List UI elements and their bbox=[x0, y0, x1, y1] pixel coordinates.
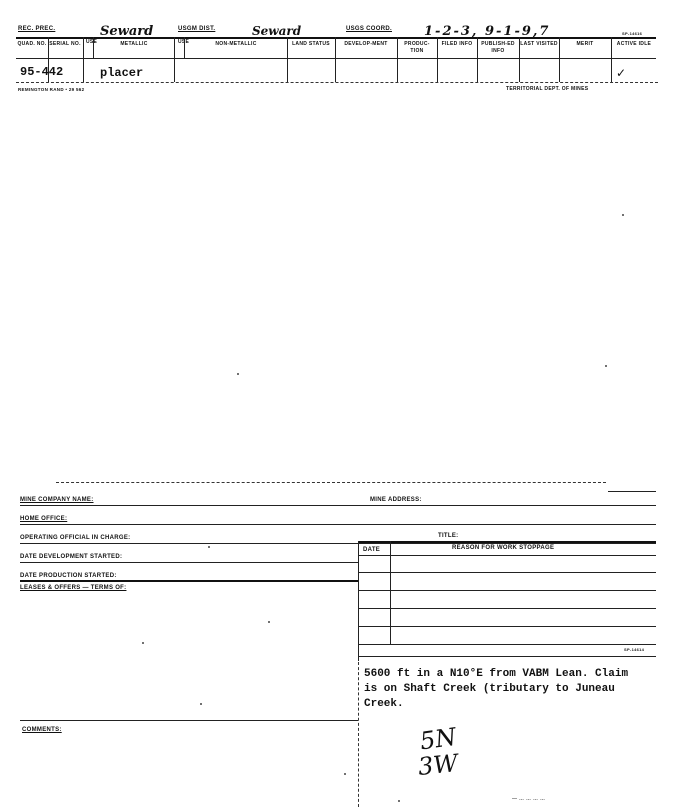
col-production: PRODUC-TION bbox=[404, 41, 430, 54]
date-development-line bbox=[20, 562, 358, 563]
record-row-rule bbox=[16, 82, 658, 83]
col-quad-no: QUAD. NO. bbox=[17, 41, 47, 47]
col-metallic: METALLIC bbox=[120, 41, 148, 47]
date-development-label: DATE DEVELOPMENT STARTED: bbox=[20, 554, 123, 560]
col-land-status: LAND STATUS bbox=[292, 41, 330, 47]
date-production-line bbox=[20, 580, 358, 582]
remarks-line-3: Creek. bbox=[364, 698, 404, 710]
scan-speck bbox=[237, 373, 239, 375]
col-divider bbox=[174, 37, 175, 82]
col-filed-info: FILED INFO bbox=[441, 41, 473, 47]
col-divider bbox=[559, 37, 560, 82]
scan-speck bbox=[268, 621, 270, 623]
col-published-info: PUBLISH-ED INFO bbox=[481, 41, 515, 54]
stoppage-row-rule bbox=[358, 572, 656, 573]
department-imprint: TERRITORIAL DEPT. OF MINES bbox=[506, 86, 589, 92]
stoppage-row-rule bbox=[358, 590, 656, 591]
stoppage-row-rule bbox=[358, 644, 656, 645]
handwritten-township: 5N bbox=[418, 722, 459, 756]
bottom-faint-note: — … … … … bbox=[512, 796, 546, 802]
rec-prec-label: REC. PREC. bbox=[18, 26, 56, 32]
scan-speck bbox=[142, 642, 144, 644]
mine-company-name-line bbox=[20, 505, 656, 506]
title-label: TITLE: bbox=[438, 533, 459, 539]
scan-speck bbox=[344, 773, 346, 775]
scan-speck bbox=[200, 703, 202, 705]
handwritten-range: 3W bbox=[416, 748, 460, 782]
lower-form bbox=[0, 470, 678, 809]
col-serial-no: SERIAL NO. bbox=[49, 41, 81, 47]
col-use-2: USE bbox=[178, 39, 190, 45]
form-number: SP-14616 bbox=[622, 31, 643, 36]
quad-serial-value: 95-442 bbox=[20, 65, 64, 79]
comments-label: COMMENTS: bbox=[22, 727, 62, 733]
stoppage-col-divider bbox=[390, 541, 391, 644]
stoppage-table-bottom bbox=[358, 656, 656, 657]
column-header-rule bbox=[16, 58, 656, 59]
mine-address-label: MINE ADDRESS: bbox=[370, 497, 422, 503]
stoppage-row-rule bbox=[358, 626, 656, 627]
col-active-idle: ACTIVE IDLE bbox=[616, 41, 652, 47]
scan-speck bbox=[398, 800, 400, 802]
card-header bbox=[0, 0, 678, 100]
handwritten-location bbox=[414, 722, 494, 795]
usgs-coord-label: USGS COORD. bbox=[346, 26, 392, 32]
stoppage-reason-header: REASON FOR WORK STOPPAGE bbox=[452, 545, 555, 551]
stoppage-left-edge bbox=[358, 541, 359, 661]
col-divider bbox=[83, 37, 84, 82]
home-office-label: HOME OFFICE: bbox=[20, 516, 68, 522]
stoppage-date-header: DATE bbox=[363, 547, 381, 553]
col-development: DEVELOP-MENT bbox=[344, 41, 388, 47]
metallic-value: placer bbox=[100, 66, 144, 80]
comments-top-line bbox=[20, 720, 358, 721]
col-last-visited: LAST VISITED bbox=[520, 41, 558, 47]
stoppage-header-rule bbox=[358, 555, 656, 556]
rec-prec-value: Seward bbox=[100, 24, 154, 39]
date-production-label: DATE PRODUCTION STARTED: bbox=[20, 573, 117, 579]
col-divider bbox=[184, 37, 185, 58]
scan-speck bbox=[622, 214, 624, 216]
lower-form-top-stub bbox=[608, 491, 656, 492]
col-divider bbox=[437, 37, 438, 82]
lower-form-number: SP-14614 bbox=[624, 647, 645, 652]
col-divider bbox=[397, 37, 398, 82]
stoppage-table-top bbox=[358, 541, 656, 543]
remarks-line-2: is on Shaft Creek (tributary to Juneau bbox=[364, 683, 615, 695]
home-office-line bbox=[20, 524, 656, 525]
active-mark: ✓ bbox=[616, 66, 627, 80]
scan-speck bbox=[208, 546, 210, 548]
remarks-divider bbox=[358, 662, 359, 807]
printer-imprint: REMINGTON RAND • 29 562 bbox=[18, 87, 85, 92]
col-divider bbox=[287, 37, 288, 82]
mine-company-name-label: MINE COMPANY NAME: bbox=[20, 497, 94, 503]
remarks-line-1: 5600 ft in a N10°E from VABM Lean. Claim bbox=[364, 668, 629, 680]
leases-offers-label: LEASES & OFFERS — TERMS OF: bbox=[20, 585, 127, 591]
lower-form-top-rule bbox=[56, 482, 606, 483]
operating-official-label: OPERATING OFFICIAL IN CHARGE: bbox=[20, 535, 131, 541]
usgm-dist-value: Seward bbox=[252, 24, 302, 38]
header-rule bbox=[16, 37, 656, 39]
col-non-metallic: NON-METALLIC bbox=[215, 41, 257, 47]
col-merit: MERIT bbox=[576, 41, 594, 47]
col-divider bbox=[335, 37, 336, 82]
usgm-dist-label: USGM DIST. bbox=[178, 26, 216, 32]
operating-official-line bbox=[20, 543, 656, 544]
scan-speck bbox=[605, 365, 607, 367]
col-divider bbox=[477, 37, 478, 82]
col-use-1: USE bbox=[86, 39, 98, 45]
col-divider bbox=[611, 37, 612, 82]
col-divider bbox=[519, 37, 520, 82]
usgs-coord-value: 1-2-3, 9-1-9,7 bbox=[424, 24, 551, 39]
col-divider bbox=[93, 37, 94, 58]
stoppage-row-rule bbox=[358, 608, 656, 609]
